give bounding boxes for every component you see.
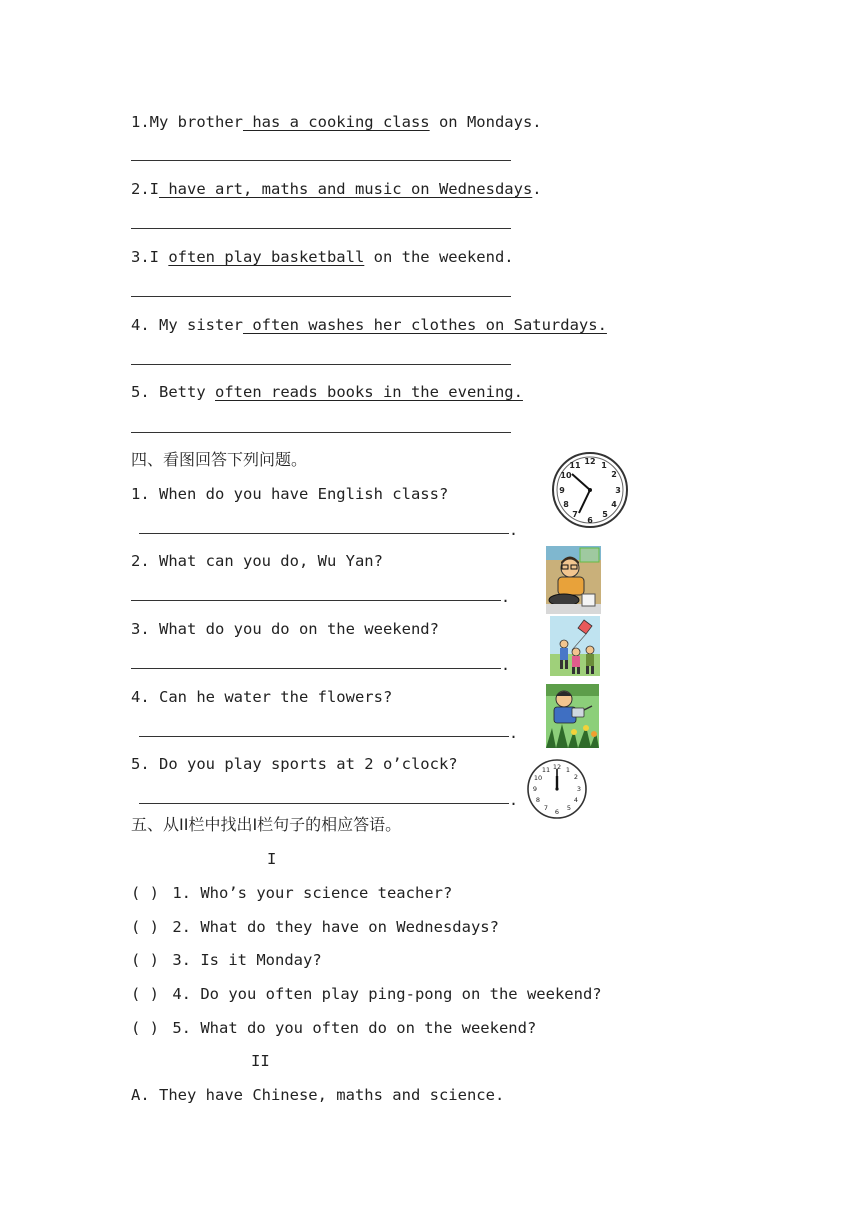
answer-option-a: A. They have Chinese, maths and science. — [131, 1086, 505, 1104]
svg-text:5: 5 — [602, 510, 608, 519]
svg-text:1: 1 — [601, 461, 607, 470]
svg-text:4: 4 — [573, 796, 579, 804]
underlined-phrase: has a cooking class — [242, 113, 430, 131]
svg-text:7: 7 — [543, 804, 549, 812]
period: . — [509, 724, 519, 742]
answer-line[interactable] — [139, 533, 509, 534]
svg-text:12: 12 — [552, 763, 562, 771]
flying-kite-picture — [550, 616, 600, 676]
period: . — [509, 521, 519, 539]
item-text: 1.My brother — [131, 113, 243, 131]
svg-text:3: 3 — [576, 785, 582, 793]
section3-item-1 — [131, 112, 542, 132]
question-2: 2. What can you do, Wu Yan? — [131, 552, 383, 570]
question-1: 1. When do you have English class? — [131, 485, 449, 503]
svg-text:9: 9 — [559, 486, 565, 495]
answer-paren[interactable]: ( ) — [131, 951, 159, 969]
match-item-3 — [131, 950, 322, 970]
svg-text:12: 12 — [584, 457, 596, 466]
svg-text:10: 10 — [560, 471, 572, 480]
item-text: on Mondays. — [429, 113, 542, 131]
item-text: 5. Betty — [131, 383, 215, 401]
item-text: 3. Is it Monday? — [172, 951, 322, 969]
cooking-picture — [546, 546, 601, 614]
svg-text:10: 10 — [533, 774, 543, 782]
question-5: 5. Do you play sports at 2 o’clock? — [131, 755, 458, 773]
section3-item-3 — [131, 247, 514, 267]
underlined-phrase: have art, maths and music on Wednesdays — [159, 180, 533, 198]
item-text: 4. My sister — [131, 316, 243, 334]
section5-title: 五、从II栏中找出I栏句子的相应答语。 — [131, 815, 402, 834]
svg-text:3: 3 — [615, 486, 621, 495]
period: . — [501, 588, 511, 606]
svg-text:6: 6 — [554, 808, 560, 816]
item-text: 2.I — [131, 180, 159, 198]
period: . — [509, 791, 519, 809]
answer-line[interactable] — [131, 668, 501, 669]
svg-text:8: 8 — [563, 500, 569, 509]
underlined-phrase: often play basketball — [168, 248, 365, 266]
item-text: 1. Who’s your science teacher? — [172, 884, 453, 902]
svg-text:2: 2 — [573, 773, 579, 781]
clock-icon — [550, 450, 630, 530]
svg-text:4: 4 — [611, 500, 617, 509]
svg-text:1: 1 — [565, 766, 571, 774]
match-item-4 — [131, 984, 602, 1004]
item-text: 4. Do you often play ping-pong on the weekend? — [172, 985, 602, 1003]
svg-text:7: 7 — [572, 510, 578, 519]
section3-item-5 — [131, 382, 523, 402]
item-text: 3.I — [131, 248, 169, 266]
svg-text:11: 11 — [541, 766, 551, 774]
section4-title: 四、看图回答下列问题。 — [131, 450, 308, 469]
item-text: 5. What do you often do on the weekend? — [172, 1019, 537, 1037]
section3-item-2 — [131, 179, 542, 199]
section3-item-4 — [131, 315, 607, 335]
svg-text:2: 2 — [611, 470, 617, 479]
svg-text:8: 8 — [535, 796, 541, 804]
answer-paren[interactable]: ( ) — [131, 884, 159, 902]
question-4: 4. Can he water the flowers? — [131, 688, 393, 706]
answer-paren[interactable]: ( ) — [131, 918, 159, 936]
underlined-phrase: often reads books in the evening. — [215, 383, 523, 401]
answer-paren[interactable]: ( ) — [131, 985, 159, 1003]
match-item-5 — [131, 1018, 536, 1038]
underlined-phrase: often washes her clothes on Saturdays. — [242, 316, 607, 334]
column-1-header: I — [267, 850, 277, 868]
column-2-header: II — [251, 1052, 270, 1070]
svg-text:9: 9 — [532, 785, 538, 793]
answer-paren[interactable]: ( ) — [131, 1019, 159, 1037]
period: . — [501, 656, 511, 674]
match-item-1 — [131, 883, 452, 903]
svg-text:11: 11 — [569, 461, 581, 470]
answer-line[interactable] — [131, 364, 511, 365]
clock-icon — [526, 758, 588, 820]
answer-line[interactable] — [131, 296, 511, 297]
answer-line[interactable] — [139, 736, 509, 737]
answer-line[interactable] — [131, 600, 501, 601]
item-text: . — [532, 180, 542, 198]
answer-line[interactable] — [131, 432, 511, 433]
svg-text:6: 6 — [587, 516, 593, 525]
item-text: 2. What do they have on Wednesdays? — [172, 918, 499, 936]
question-3: 3. What do you do on the weekend? — [131, 620, 439, 638]
svg-text:5: 5 — [566, 804, 572, 812]
match-item-2 — [131, 917, 499, 937]
answer-line[interactable] — [131, 228, 511, 229]
answer-line[interactable] — [131, 160, 511, 161]
answer-line[interactable] — [139, 803, 509, 804]
item-text: on the weekend. — [364, 248, 514, 266]
watering-flowers-picture — [546, 684, 599, 748]
